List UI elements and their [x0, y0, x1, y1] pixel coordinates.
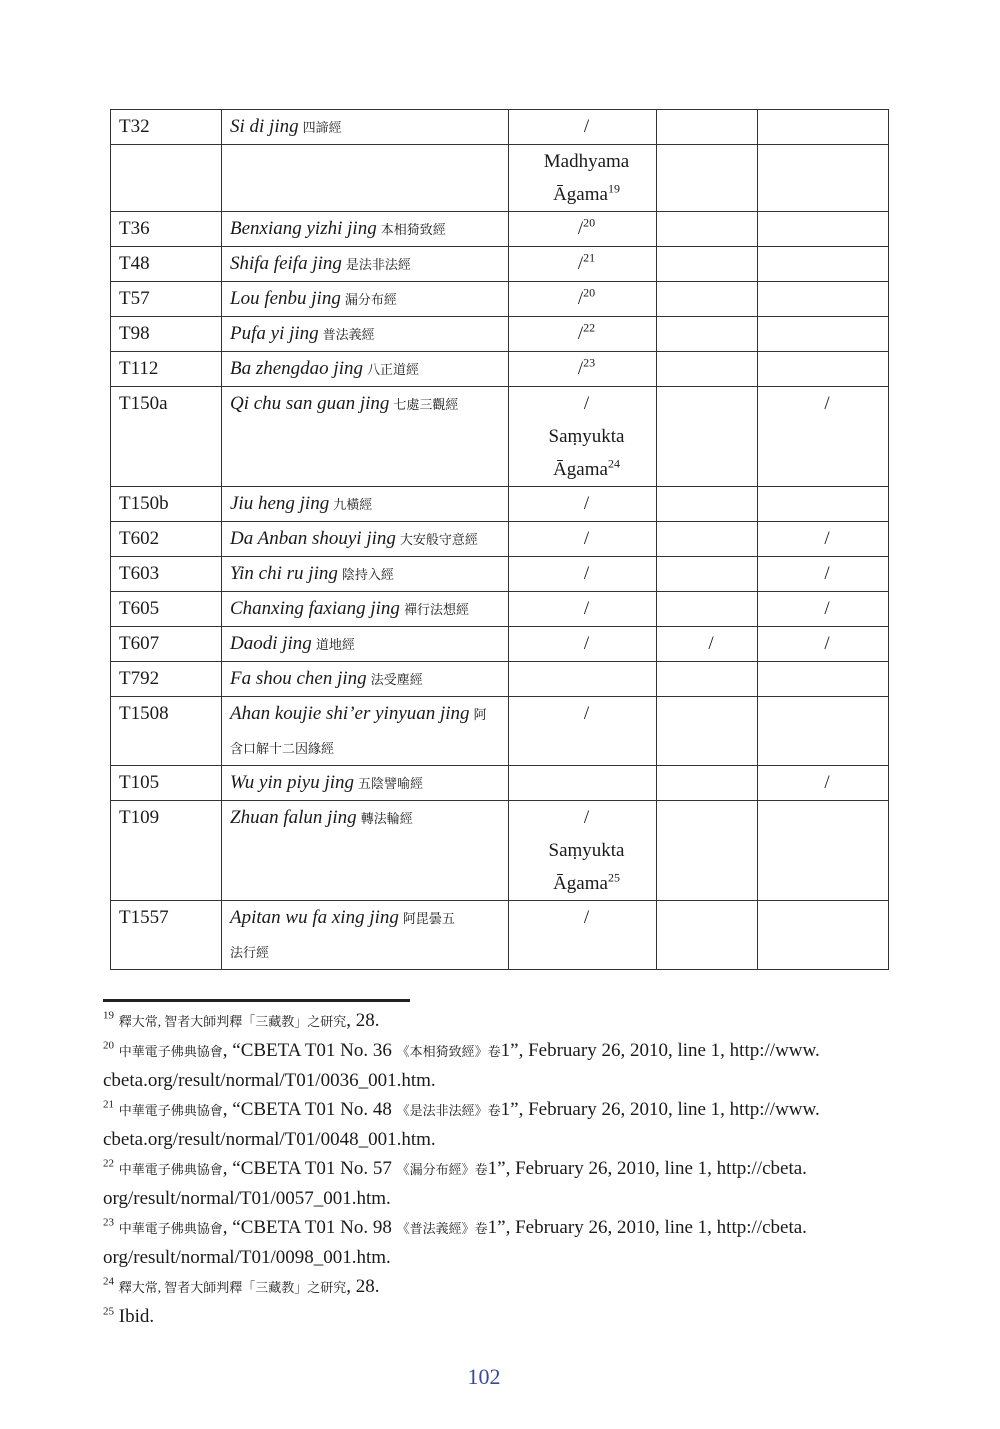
sutra-id: T605 — [119, 598, 160, 619]
sutra-id: T603 — [119, 563, 160, 584]
sutra-id-cell — [111, 282, 222, 317]
footnote-22 — [103, 1154, 898, 1213]
column-c-cell — [758, 592, 889, 627]
column-a-cell — [509, 212, 657, 247]
sutra-title-cell — [222, 766, 509, 801]
sutra-title-cell — [222, 697, 509, 766]
footnote-ref: 19 — [607, 181, 620, 196]
sutra-id: T1508 — [119, 703, 169, 724]
sutra-title-chinese: 是法非法經 — [345, 257, 411, 272]
sutra-title-chinese: 八正道經 — [367, 362, 420, 377]
table-row — [111, 592, 889, 627]
column-b-cell — [657, 801, 758, 901]
sutra-title-cell — [222, 387, 509, 487]
column-b-cell — [657, 522, 758, 557]
sutra-title-cell — [222, 317, 509, 352]
footnote-zh: 釋大常, 智者大師判釋「三藏教」之研究 — [118, 1014, 347, 1029]
table-row — [111, 387, 889, 487]
column-b-cell — [657, 901, 758, 970]
sutra-title-chinese: 阿毘曇五 — [402, 911, 455, 926]
column-b-cell — [657, 627, 758, 662]
sutra-title-cell — [222, 145, 509, 212]
sutra-id: T150a — [119, 393, 168, 414]
sutra-id-cell — [111, 557, 222, 592]
table-row — [111, 487, 889, 522]
footnote-24 — [103, 1272, 898, 1302]
column-a-mark: Madhyama — [543, 151, 630, 172]
column-a-mark: / — [583, 598, 590, 619]
footnote-ref: 21 — [583, 250, 596, 265]
sutra-title-pinyin: Da Anban shouyi jing — [230, 528, 396, 549]
column-a-cell — [509, 487, 657, 522]
sutra-title-chinese: 法受塵經 — [370, 672, 423, 687]
column-c-cell — [758, 145, 889, 212]
footnote-ref: 24 — [607, 456, 620, 471]
sutra-title-cell — [222, 487, 509, 522]
sutra-id-cell — [111, 766, 222, 801]
sutra-title-pinyin: Ba zhengdao jing — [230, 358, 363, 379]
footnote-url: cbeta.org/result/normal/T01/0036_001.htm. — [103, 1070, 436, 1091]
sutra-title-chinese: 阿 — [473, 707, 487, 722]
sutra-title-pinyin: Wu yin piyu jing — [230, 772, 355, 793]
footnote-zh: 中華電子佛典協會 — [118, 1103, 223, 1118]
column-c-cell — [758, 352, 889, 387]
sutra-id-cell — [111, 110, 222, 145]
footnote-21 — [103, 1095, 898, 1154]
footnote-number: 19 — [103, 1009, 114, 1022]
sutra-title-chinese: 陰持入經 — [341, 567, 394, 582]
sutra-id: T48 — [119, 253, 150, 274]
footnote-text: 1”, February 26, 2010, line 1, http://www. — [500, 1099, 820, 1120]
table-row — [111, 901, 889, 970]
column-a-mark: / — [583, 528, 590, 549]
column-a-cell — [509, 766, 657, 801]
footnote-ref: 23 — [583, 355, 596, 370]
column-c-cell — [758, 766, 889, 801]
column-c-mark: / — [824, 772, 830, 793]
column-b-cell — [657, 352, 758, 387]
table-row — [111, 282, 889, 317]
column-a-mark: / — [583, 116, 590, 137]
column-b-cell — [657, 387, 758, 487]
column-c-cell — [758, 317, 889, 352]
sutra-title-chinese-cont: 含口解十二因緣經 — [230, 741, 335, 756]
column-c-mark: / — [824, 528, 830, 549]
sutra-id-cell — [111, 697, 222, 766]
agama-label-cont: Āgama — [553, 873, 608, 894]
agama-label-cont: Āgama — [553, 459, 608, 480]
footnote-url: org/result/normal/T01/0098_001.htm. — [103, 1247, 391, 1268]
sutra-id: T57 — [119, 288, 150, 309]
sutra-id: T109 — [119, 807, 160, 828]
sutra-id-cell — [111, 487, 222, 522]
footnote-20 — [103, 1036, 898, 1095]
sutra-title-pinyin: Zhuan falun jing — [230, 807, 357, 828]
column-a-mark: / — [577, 218, 584, 239]
sutra-id-cell — [111, 592, 222, 627]
column-c-cell — [758, 387, 889, 487]
column-a-mark: / — [577, 253, 584, 274]
table-row — [111, 110, 889, 145]
column-c-mark: / — [824, 393, 830, 414]
column-a-cell — [509, 697, 657, 766]
column-a-mark: / — [577, 288, 584, 309]
column-a-mark: / — [583, 907, 590, 928]
sutra-id-cell — [111, 901, 222, 970]
column-b-cell — [657, 557, 758, 592]
footnote-zh: 中華電子佛典協會 — [118, 1221, 223, 1236]
sutra-id-cell — [111, 145, 222, 212]
sutra-title-cell — [222, 801, 509, 901]
sutra-title-pinyin: Si di jing — [230, 116, 299, 137]
sutra-title-chinese: 七處三觀經 — [393, 397, 459, 412]
column-a-cell — [509, 592, 657, 627]
sutra-id-cell — [111, 522, 222, 557]
footnote-number: 22 — [103, 1157, 114, 1170]
agama-label: Saṃyukta — [548, 840, 625, 861]
sutra-title-cell — [222, 662, 509, 697]
column-a-cell — [509, 317, 657, 352]
column-c-cell — [758, 557, 889, 592]
footnote-divider — [103, 999, 410, 1002]
column-b-cell — [657, 662, 758, 697]
table-row — [111, 627, 889, 662]
column-c-cell — [758, 901, 889, 970]
column-a-mark: / — [583, 393, 590, 414]
footnote-url: org/result/normal/T01/0057_001.htm. — [103, 1188, 391, 1209]
sutra-title-cell — [222, 557, 509, 592]
sutra-title-pinyin: Pufa yi jing — [230, 323, 319, 344]
table-row — [111, 801, 889, 901]
sutra-title-chinese: 四諦經 — [302, 120, 342, 135]
column-c-cell — [758, 801, 889, 901]
sutra-title-pinyin: Yin chi ru jing — [230, 563, 338, 584]
column-c-cell — [758, 697, 889, 766]
footnote-text: 1”, February 26, 2010, line 1, http://www. — [500, 1040, 820, 1061]
column-a-cell — [509, 901, 657, 970]
footnote-number: 20 — [103, 1039, 114, 1052]
column-b-cell — [657, 317, 758, 352]
table-row — [111, 352, 889, 387]
sutra-id: T607 — [119, 633, 160, 654]
column-b-cell — [657, 697, 758, 766]
sutra-table-body — [111, 110, 889, 970]
table-row — [111, 766, 889, 801]
agama-label: Āgama — [553, 184, 608, 205]
sutra-title-cell — [222, 522, 509, 557]
sutra-title-pinyin: Jiu heng jing — [230, 493, 330, 514]
column-c-cell — [758, 522, 889, 557]
column-b-cell — [657, 145, 758, 212]
sutra-id: T105 — [119, 772, 160, 793]
sutra-title-pinyin: Lou fenbu jing — [230, 288, 341, 309]
sutra-id: T1557 — [119, 907, 169, 928]
column-c-cell — [758, 282, 889, 317]
table-row — [111, 697, 889, 766]
column-a-mark: / — [583, 493, 590, 514]
sutra-id: T602 — [119, 528, 160, 549]
column-a-mark: / — [583, 807, 590, 828]
column-a-cell — [509, 627, 657, 662]
sutra-title-pinyin: Ahan koujie shi’er yinyuan jing — [230, 703, 470, 724]
sutra-title-chinese: 本相猗致經 — [380, 222, 446, 237]
column-b-cell — [657, 766, 758, 801]
column-b-cell — [657, 282, 758, 317]
table-row — [111, 247, 889, 282]
sutra-title-chinese: 五陰譬喻經 — [358, 776, 424, 791]
footnote-text: , “CBETA T01 No. 36 — [222, 1040, 397, 1061]
sutra-id-cell — [111, 317, 222, 352]
sutra-id-cell — [111, 801, 222, 901]
sutra-title-chinese: 大安般守意經 — [399, 532, 478, 547]
column-c-mark: / — [824, 563, 830, 584]
footnote-text: , 28. — [346, 1276, 380, 1297]
footnote-number: 24 — [103, 1275, 114, 1288]
sutra-title-chinese: 轉法輪經 — [360, 811, 413, 826]
column-b-cell — [657, 247, 758, 282]
sutra-title-pinyin: Apitan wu fa xing jing — [230, 907, 399, 928]
footnote-zh: 釋大常, 智者大師判釋「三藏教」之研究 — [118, 1280, 347, 1295]
sutra-title-pinyin: Shifa feifa jing — [230, 253, 342, 274]
sutra-title-chinese: 普法義經 — [322, 327, 375, 342]
sutra-title-chinese: 禪行法想經 — [403, 602, 469, 617]
column-a-cell — [509, 145, 657, 212]
sutra-title-cell — [222, 901, 509, 970]
sutra-id: T792 — [119, 668, 160, 689]
sutra-id-cell — [111, 387, 222, 487]
table-row — [111, 522, 889, 557]
sutra-title-cell — [222, 352, 509, 387]
footnote-zh: 《漏分布經》卷 — [396, 1162, 488, 1177]
column-a-cell — [509, 801, 657, 901]
column-c-cell — [758, 662, 889, 697]
column-a-cell — [509, 522, 657, 557]
column-b-cell — [657, 487, 758, 522]
sutra-id: T150b — [119, 493, 169, 514]
sutra-title-chinese: 漏分布經 — [344, 292, 397, 307]
footnote-number: 23 — [103, 1216, 114, 1229]
sutra-title-pinyin: Chanxing faxiang jing — [230, 598, 400, 619]
footnote-25 — [103, 1302, 898, 1331]
column-a-mark: / — [583, 703, 590, 724]
column-c-cell — [758, 110, 889, 145]
footnote-zh: 中華電子佛典協會 — [118, 1162, 223, 1177]
footnote-ref: 20 — [583, 285, 596, 300]
sutra-table — [110, 109, 889, 970]
footnote-ref: 25 — [607, 870, 620, 885]
sutra-title-pinyin: Benxiang yizhi jing — [230, 218, 377, 239]
column-a-cell — [509, 352, 657, 387]
footnote-zh: 《普法義經》卷 — [396, 1221, 488, 1236]
column-b-mark: / — [708, 633, 714, 654]
footnote-23 — [103, 1213, 898, 1272]
sutra-id-cell — [111, 247, 222, 282]
sutra-id-cell — [111, 627, 222, 662]
column-a-cell — [509, 282, 657, 317]
column-b-cell — [657, 110, 758, 145]
sutra-id: T98 — [119, 323, 150, 344]
column-a-mark: / — [577, 323, 584, 344]
sutra-title-chinese: 九橫經 — [333, 497, 373, 512]
footnote-text: , “CBETA T01 No. 48 — [222, 1099, 397, 1120]
column-c-cell — [758, 627, 889, 662]
column-a-cell — [509, 110, 657, 145]
column-a-cell — [509, 662, 657, 697]
column-a-cell — [509, 247, 657, 282]
sutra-id-cell — [111, 212, 222, 247]
column-b-cell — [657, 212, 758, 247]
footnote-url: cbeta.org/result/normal/T01/0048_001.htm. — [103, 1129, 436, 1150]
footnote-text: , “CBETA T01 No. 57 — [222, 1158, 397, 1179]
column-c-mark: / — [824, 598, 830, 619]
sutra-title-pinyin: Daodi jing — [230, 633, 312, 654]
page-number: 102 — [467, 1364, 501, 1389]
footnote-number: 25 — [103, 1305, 114, 1318]
sutra-id: T32 — [119, 116, 150, 137]
sutra-title-cell — [222, 627, 509, 662]
sutra-title-cell — [222, 212, 509, 247]
column-c-cell — [758, 487, 889, 522]
footnotes — [103, 1006, 898, 1331]
sutra-id: T36 — [119, 218, 150, 239]
footnote-number: 21 — [103, 1098, 114, 1111]
sutra-id-cell — [111, 352, 222, 387]
table-row — [111, 145, 889, 212]
column-b-cell — [657, 592, 758, 627]
column-c-cell — [758, 212, 889, 247]
footnote-text: 1”, February 26, 2010, line 1, http://cbeta. — [487, 1158, 807, 1179]
sutra-title-pinyin: Qi chu san guan jing — [230, 393, 390, 414]
column-a-mark: / — [577, 358, 584, 379]
footnote-text: , 28. — [346, 1010, 380, 1031]
agama-label: Saṃyukta — [548, 426, 625, 447]
footnote-text: Ibid. — [118, 1306, 155, 1327]
column-a-mark: / — [583, 563, 590, 584]
table-row — [111, 557, 889, 592]
table-row — [111, 662, 889, 697]
footnote-zh: 中華電子佛典協會 — [118, 1044, 223, 1059]
column-a-cell — [509, 387, 657, 487]
footnote-text: , “CBETA T01 No. 98 — [222, 1217, 397, 1238]
sutra-id-cell — [111, 662, 222, 697]
footnote-ref: 20 — [583, 215, 596, 230]
sutra-title-chinese-cont: 法行經 — [230, 945, 270, 960]
footnote-ref: 22 — [583, 320, 596, 335]
footnote-zh: 《本相猗致經》卷 — [396, 1044, 501, 1059]
sutra-title-chinese: 道地經 — [315, 637, 355, 652]
sutra-id: T112 — [119, 358, 159, 379]
table-row — [111, 317, 889, 352]
table-row — [111, 212, 889, 247]
footnote-text: 1”, February 26, 2010, line 1, http://cbeta. — [487, 1217, 807, 1238]
column-c-mark: / — [824, 633, 830, 654]
footnote-zh: 《是法非法經》卷 — [396, 1103, 501, 1118]
sutra-title-cell — [222, 247, 509, 282]
column-a-cell — [509, 557, 657, 592]
sutra-title-cell — [222, 592, 509, 627]
sutra-title-pinyin: Fa shou chen jing — [230, 668, 367, 689]
column-a-mark: / — [583, 633, 590, 654]
column-c-cell — [758, 247, 889, 282]
sutra-title-cell — [222, 110, 509, 145]
footnote-19 — [103, 1006, 898, 1036]
sutra-title-cell — [222, 282, 509, 317]
